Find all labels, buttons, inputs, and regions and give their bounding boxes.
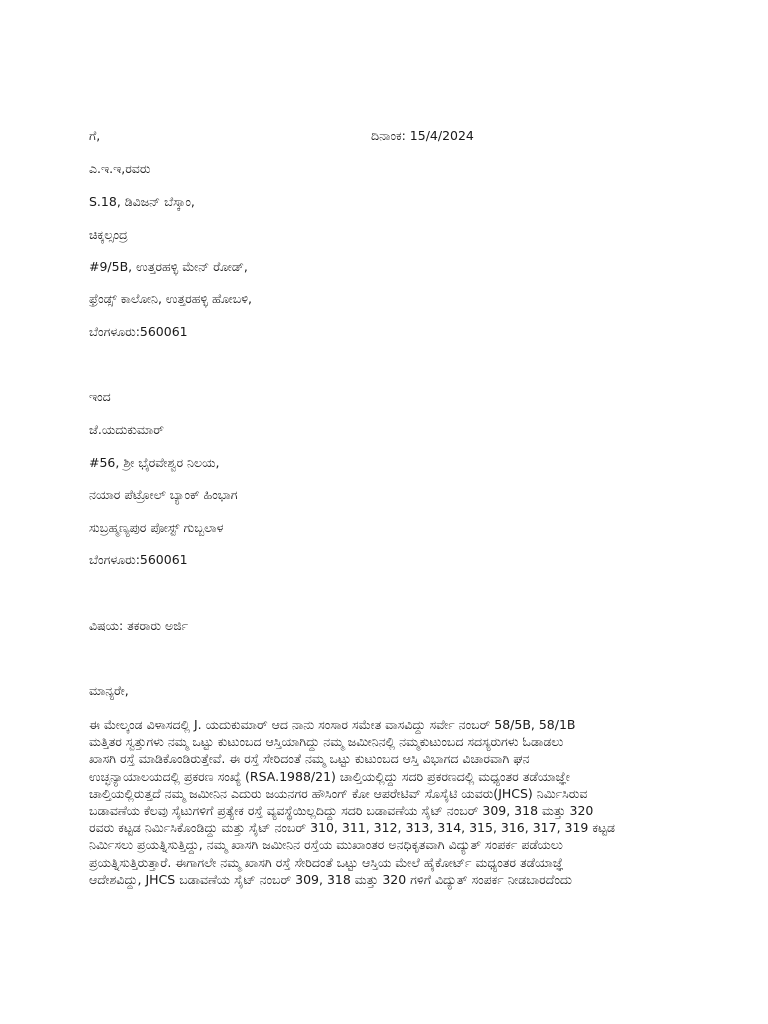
recipient-line: ಫ್ರೆಂಡ್ಸ್ ಕಾಲೋನಿ, ಉತ್ತರಹಳ್ಳಿ ಹೋಬಳಿ, [89,291,252,306]
subject-line: ವಿಷಯ: ತಕರಾರು ಅರ್ಜಿ [89,618,189,633]
sender-line: ನಯಾರ ಪೆಟ್ರೋಲ್ ಬ್ಯಾಂಕ್ ಹಿಂಭಾಗ [89,487,238,502]
body-line: ಪ್ರಯತ್ನಿಸುತ್ತಿರುತ್ತಾರೆ. ಈಗಾಗಲೇ ನಮ್ಮ ಖಾಸಗಿ ರಸ್ತೆ ಸೇರಿದಂತೆ ಒಟ್ಟು ಆಸ್ತಿಯ ಮೇಲೆ ಹೈಕೋರ್ಟ್ ಮಧ್ಯಂತರ ತಡೆಯಾಜ್ಞೆ [89,854,564,870]
to-label: ಗೆ, [89,128,101,143]
letter-date: ದಿನಾಂಕ: 15/4/2024 [371,128,474,143]
recipient-line: ಎ.ಇ.ಇ,ರವರು [89,161,151,176]
body-line: ಉಚ್ಛನ್ಯಾಯಾಲಯದಲ್ಲಿ ಪ್ರಕರಣ ಸಂಖ್ಯೆ (RSA.1988/21) ಚಾಲ್ತಿಯಲ್ಲಿದ್ದು ಸದರಿ ಪ್ರಕರಣದಲ್ಲಿ ಮಧ್ಯಂತರ ತಡೆಯಾಜ್ಞೇ [89,768,570,784]
body-line: ರವರು ಕಟ್ಟಡ ನಿರ್ಮಿಸಿಕೊಂಡಿದ್ದು ಮತ್ತು ಸೈಟ್ ನಂಬರ್ 310, 311, 312, 313, 314, 315, 316, 317, 319 ಕಟ್ಟಡ [89,820,615,836]
body-line: ಆದೇಶವಿದ್ದು, JHCS ಬಡಾವಣೆಯ ಸೈಟ್ ನಂಬರ್ 309, 318 ಮತ್ತು 320 ಗಳಿಗೆ ವಿದ್ಯುತ್ ಸಂಪರ್ಕ ನೀಡಬಾರದೆಂದು [89,871,572,887]
body-paragraph [89,716,709,888]
body-line: ಖಾಸಗಿ ರಸ್ತೆ ಮಾಡಿಕೊಂಡಿರುತ್ತೇವೆ. ಈ ರಸ್ತೆ ಸೇರಿದಂತೆ ನಮ್ಮ ಒಟ್ಟು ಕುಟುಂಬದ ಆಸ್ತಿ ವಿಭಾಗದ ವಿಚಾರವಾಗಿ ಘನ [89,751,530,767]
body-line: ಮತ್ತಿತರ ಸ್ವತ್ತುಗಳು ನಮ್ಮ ಒಟ್ಟು ಕುಟುಂಬದ ಆಸ್ತಿಯಾಗಿದ್ದು ನಮ್ಮ ಜಮೀನಿನಲ್ಲಿ ನಮ್ಮಕುಟುಂಬದ ಸದಸ್ಯರುಗಳು ಓಡಾಡಲು [89,734,564,750]
recipient-line: S.18, ಡಿವಿಜನ್ ಬೆಸ್ಕಾಂ, [89,194,195,209]
sender-line: ಬೆಂಗಳೂರು:560061 [89,552,188,567]
salutation: ಮಾನ್ಯರೇ, [89,683,129,698]
sender-line: ಸುಬ್ರಹ್ಮಣ್ಯಪುರ ಪೋಸ್ಟ್ ಗುಬ್ಬಲಾಳ [89,520,224,535]
body-line: ಬಡಾವಣೆಯ ಕೆಲವು ಸೈಟುಗಳಿಗೆ ಪ್ರತ್ಯೇಕ ರಸ್ತೆ ವ್ಯವಸ್ಥೆಯಿಲ್ಲದಿದ್ದು ಸದರಿ ಬಡಾವಣೆಯ ಸೈಟ್ ನಂಬರ್ 309, 318 ಮತ್ತು 320 [89,803,594,819]
body-line: ನಿರ್ಮಿಸಲು ಪ್ರಯತ್ನಿಸುತ್ತಿದ್ದು, ನಮ್ಮ ಖಾಸಗಿ ಜಮೀನಿನ ರಸ್ತೆಯ ಮುಖಾಂತರ ಅನಧಿಕೃತವಾಗಿ ವಿದ್ಯುತ್ ಸಂಪರ್ಕ ಪಡೆಯಲು [89,837,563,853]
body-line: ಚಾಲ್ತಿಯಲ್ಲಿರುತ್ತದೆ ನಮ್ಮ ಜಮೀನಿನ ಎದುರು ಜಯನಗರ ಹೌಸಿಂಗ್ ಕೋ ಆಪರೇಟಿವ್ ಸೊಸೈಟಿ ಯವರು(JHCS) ನಿರ್ಮಿಸಿರುವ [89,785,588,801]
sender-line: ಜೆ.ಯದುಕುಮಾರ್ [89,422,164,437]
sender-line: #56, ಶ್ರೀ ಭೈರವೇಶ್ವರ ನಿಲಯ, [89,455,220,470]
body-line: ಈ ಮೇಲ್ಕಂಡ ವಿಳಾಸದಲ್ಲಿ J. ಯದುಕುಮಾರ್ ಆದ ನಾನು ಸಂಸಾರ ಸಮೇತ ವಾಸವಿದ್ದು ಸರ್ವೇ ನಂಬರ್ 58/5B, 58/1B [89,717,576,732]
recipient-line: ಬೆಂಗಳೂರು:560061 [89,324,188,339]
recipient-line: ಚಿಕ್ಕಲ್ಸಂದ್ರ [89,227,128,242]
recipient-line: #9/5B, ಉತ್ತರಹಳ್ಳಿ ಮೇನ್ ರೋಡ್, [89,259,248,274]
from-label: ಇಂದ [89,389,111,404]
